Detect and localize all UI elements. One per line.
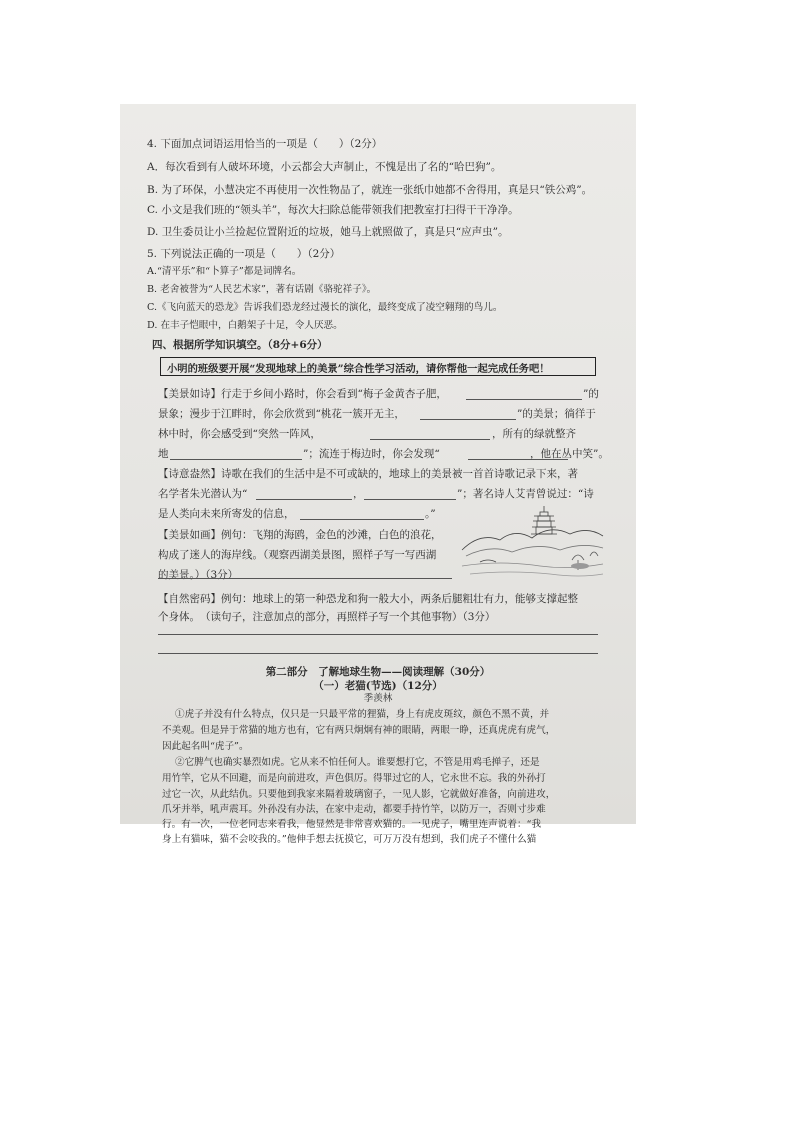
q5-option-a: A.“清平乐”和“卜算子”都是词牌名。	[147, 266, 302, 277]
blank-2[interactable]	[420, 419, 516, 420]
para2-line-4: 爪牙并举，吼声震耳。外孙没有办法，在家中走动，都要手持竹竿，以防万一，否则寸步难	[162, 804, 546, 815]
para2-line-5: 行。有一次，一位老同志来看我，他显然是非常喜欢猫的。一见虎子，嘴里连声说着：“我	[162, 819, 542, 830]
picture-line-2: 构成了迷人的海岸线。（观察西湖美景图，照样子写一写西湖	[158, 549, 437, 561]
para2-line-6: 身上有猫味，猫不会咬我的。”他伸手想去抚摸它，可万万没有想到，我们虎子不懂什么猫	[162, 834, 537, 845]
task-instruction-box	[160, 357, 596, 376]
poetry-line-2b: ，	[353, 488, 364, 500]
blank-4[interactable]	[170, 459, 302, 460]
q4-option-d: D. 卫生委员让小兰捡起位置附近的垃圾，她马上就照做了，真是只“应声虫”。	[147, 226, 509, 238]
picture-line-3: 的美景。）（3分）	[158, 569, 239, 581]
blank-7[interactable]	[364, 499, 456, 500]
q4-stem: 4. 下面加点词语运用恰当的一项是（ ）（2分）	[147, 138, 383, 150]
poem-line-2b: ”的美景；徜徉于	[517, 408, 596, 420]
picture-line-1: 【美景如画】例句：飞翔的海鸥，金色的沙滩，白色的浪花，	[158, 529, 442, 541]
poem-line-3b: ，所有的绿就整齐	[492, 428, 576, 440]
poem-line-3a: 林中时，你会感受到“突然一阵风，	[158, 428, 321, 440]
q5-option-c: C.《飞向蓝天的恐龙》告诉我们恐龙经过漫长的演化，最终变成了凌空翱翔的鸟儿。	[147, 302, 503, 313]
article-author: 季羡林	[363, 693, 393, 704]
answer-line-nature-2[interactable]	[158, 653, 598, 654]
q4-option-c: C. 小文是我们班的“领头羊”，每次大扫除总能带领我们把教室打扫得干干净净。	[147, 204, 519, 216]
poetry-line-2a: 名学者朱光潜认为“	[158, 488, 248, 500]
poetry-line-3a: 是人类向未来所寄发的信息，	[158, 508, 295, 520]
poem-line-4c: ，他在丛中笑”。	[530, 448, 609, 460]
blank-6[interactable]	[256, 499, 352, 500]
poetry-line-2c: ”；著名诗人艾青曾说过：“诗	[457, 488, 594, 500]
blank-3[interactable]	[370, 439, 490, 440]
poem-line-1a: 【美景如诗】行走于乡间小路时，你会看到“梅子金黄杏子肥，	[158, 388, 447, 400]
q4-option-a: A．每次看到有人破坏环境，小云都会大声制止，不愧是出了名的“哈巴狗”。	[147, 161, 502, 173]
para1-line-2: 不美观。但是异于常猫的地方也有，它有两只炯炯有神的眼睛，两眼一睁，还真虎虎有虎气，	[162, 725, 556, 736]
q5-option-b: B. 老舍被誉为“人民艺术家”，著有话剧《骆驼祥子》。	[147, 284, 377, 295]
q5-stem: 5. 下列说法正确的一项是（ ）（2分）	[147, 248, 341, 260]
poem-line-2a: 景象；漫步于江畔时，你会欣赏到“桃花一簇开无主，	[158, 408, 405, 420]
nature-line-2: 个身体。 （读句子，注意加点的部分，再照样子写一个其他事物）（3分）	[158, 611, 496, 623]
part2-subtitle: （一）老猫(节选)（12分）	[313, 680, 443, 692]
para2-line-2: 用竹竿，它从不回避，而是向前进攻，声色俱厉。得罪过它的人，它永世不忘。我的外孙打	[162, 773, 546, 784]
task-instruction-text: 小明的班级要开展“发现地球上的美景”综合性学习活动，请你帮他一起完成任务吧！	[167, 363, 550, 375]
exam-content	[120, 104, 636, 845]
blank-1[interactable]	[466, 399, 582, 400]
poetry-line-1: 【诗意盎然】诗歌在我们的生活中是不可或缺的，地球上的美景被一首首诗歌记录下来，著	[158, 468, 578, 480]
west-lake-sketch-icon	[460, 504, 605, 582]
poem-line-1b: ”的	[583, 388, 599, 400]
nature-line-1: 【自然密码】例句：地球上的第一种恐龙和狗一般大小，两条后腿粗壮有力，能够支撑起整	[158, 593, 578, 605]
para2-line-3: 过它一次，从此结仇。只要他到我家来隔着玻璃窗子，一见人影，它就做好准备，向前进攻，	[162, 789, 556, 800]
para1-line-3: 因此起名叫“虎子”。	[162, 741, 249, 752]
para1-line-1: ①虎子并没有什么特点，仅只是一只最平常的狸猫，身上有虎皮斑纹，颜色不黑不黄，并	[175, 709, 550, 720]
q5-option-d: D. 在丰子恺眼中，白鹅架子十足，令人厌恶。	[147, 320, 343, 331]
blank-8[interactable]	[300, 519, 424, 520]
part2-title: 第二部分 了解地球生物——阅读理解（30分）	[265, 666, 491, 678]
q4-option-b: B. 为了环保，小慧决定不再使用一次性物品了，就连一张纸巾她都不舍得用，真是只“铁公鸡”。	[147, 184, 593, 196]
poetry-line-3b: 。”	[425, 508, 436, 520]
para2-line-1: ②它脾气也确实暴烈如虎。它从来不怕任何人。谁要想打它，不管是用鸡毛掸子，还是	[175, 757, 540, 768]
answer-line-west-lake[interactable]	[158, 578, 452, 579]
scanned-exam-page	[120, 104, 636, 845]
answer-line-nature-1[interactable]	[158, 634, 598, 635]
poem-line-4b: ”；流连于梅边时，你会发现“	[303, 448, 440, 460]
poem-line-4a: 地	[158, 448, 169, 460]
section4-title: 四、根据所学知识填空。（8分+6分）	[152, 339, 328, 351]
